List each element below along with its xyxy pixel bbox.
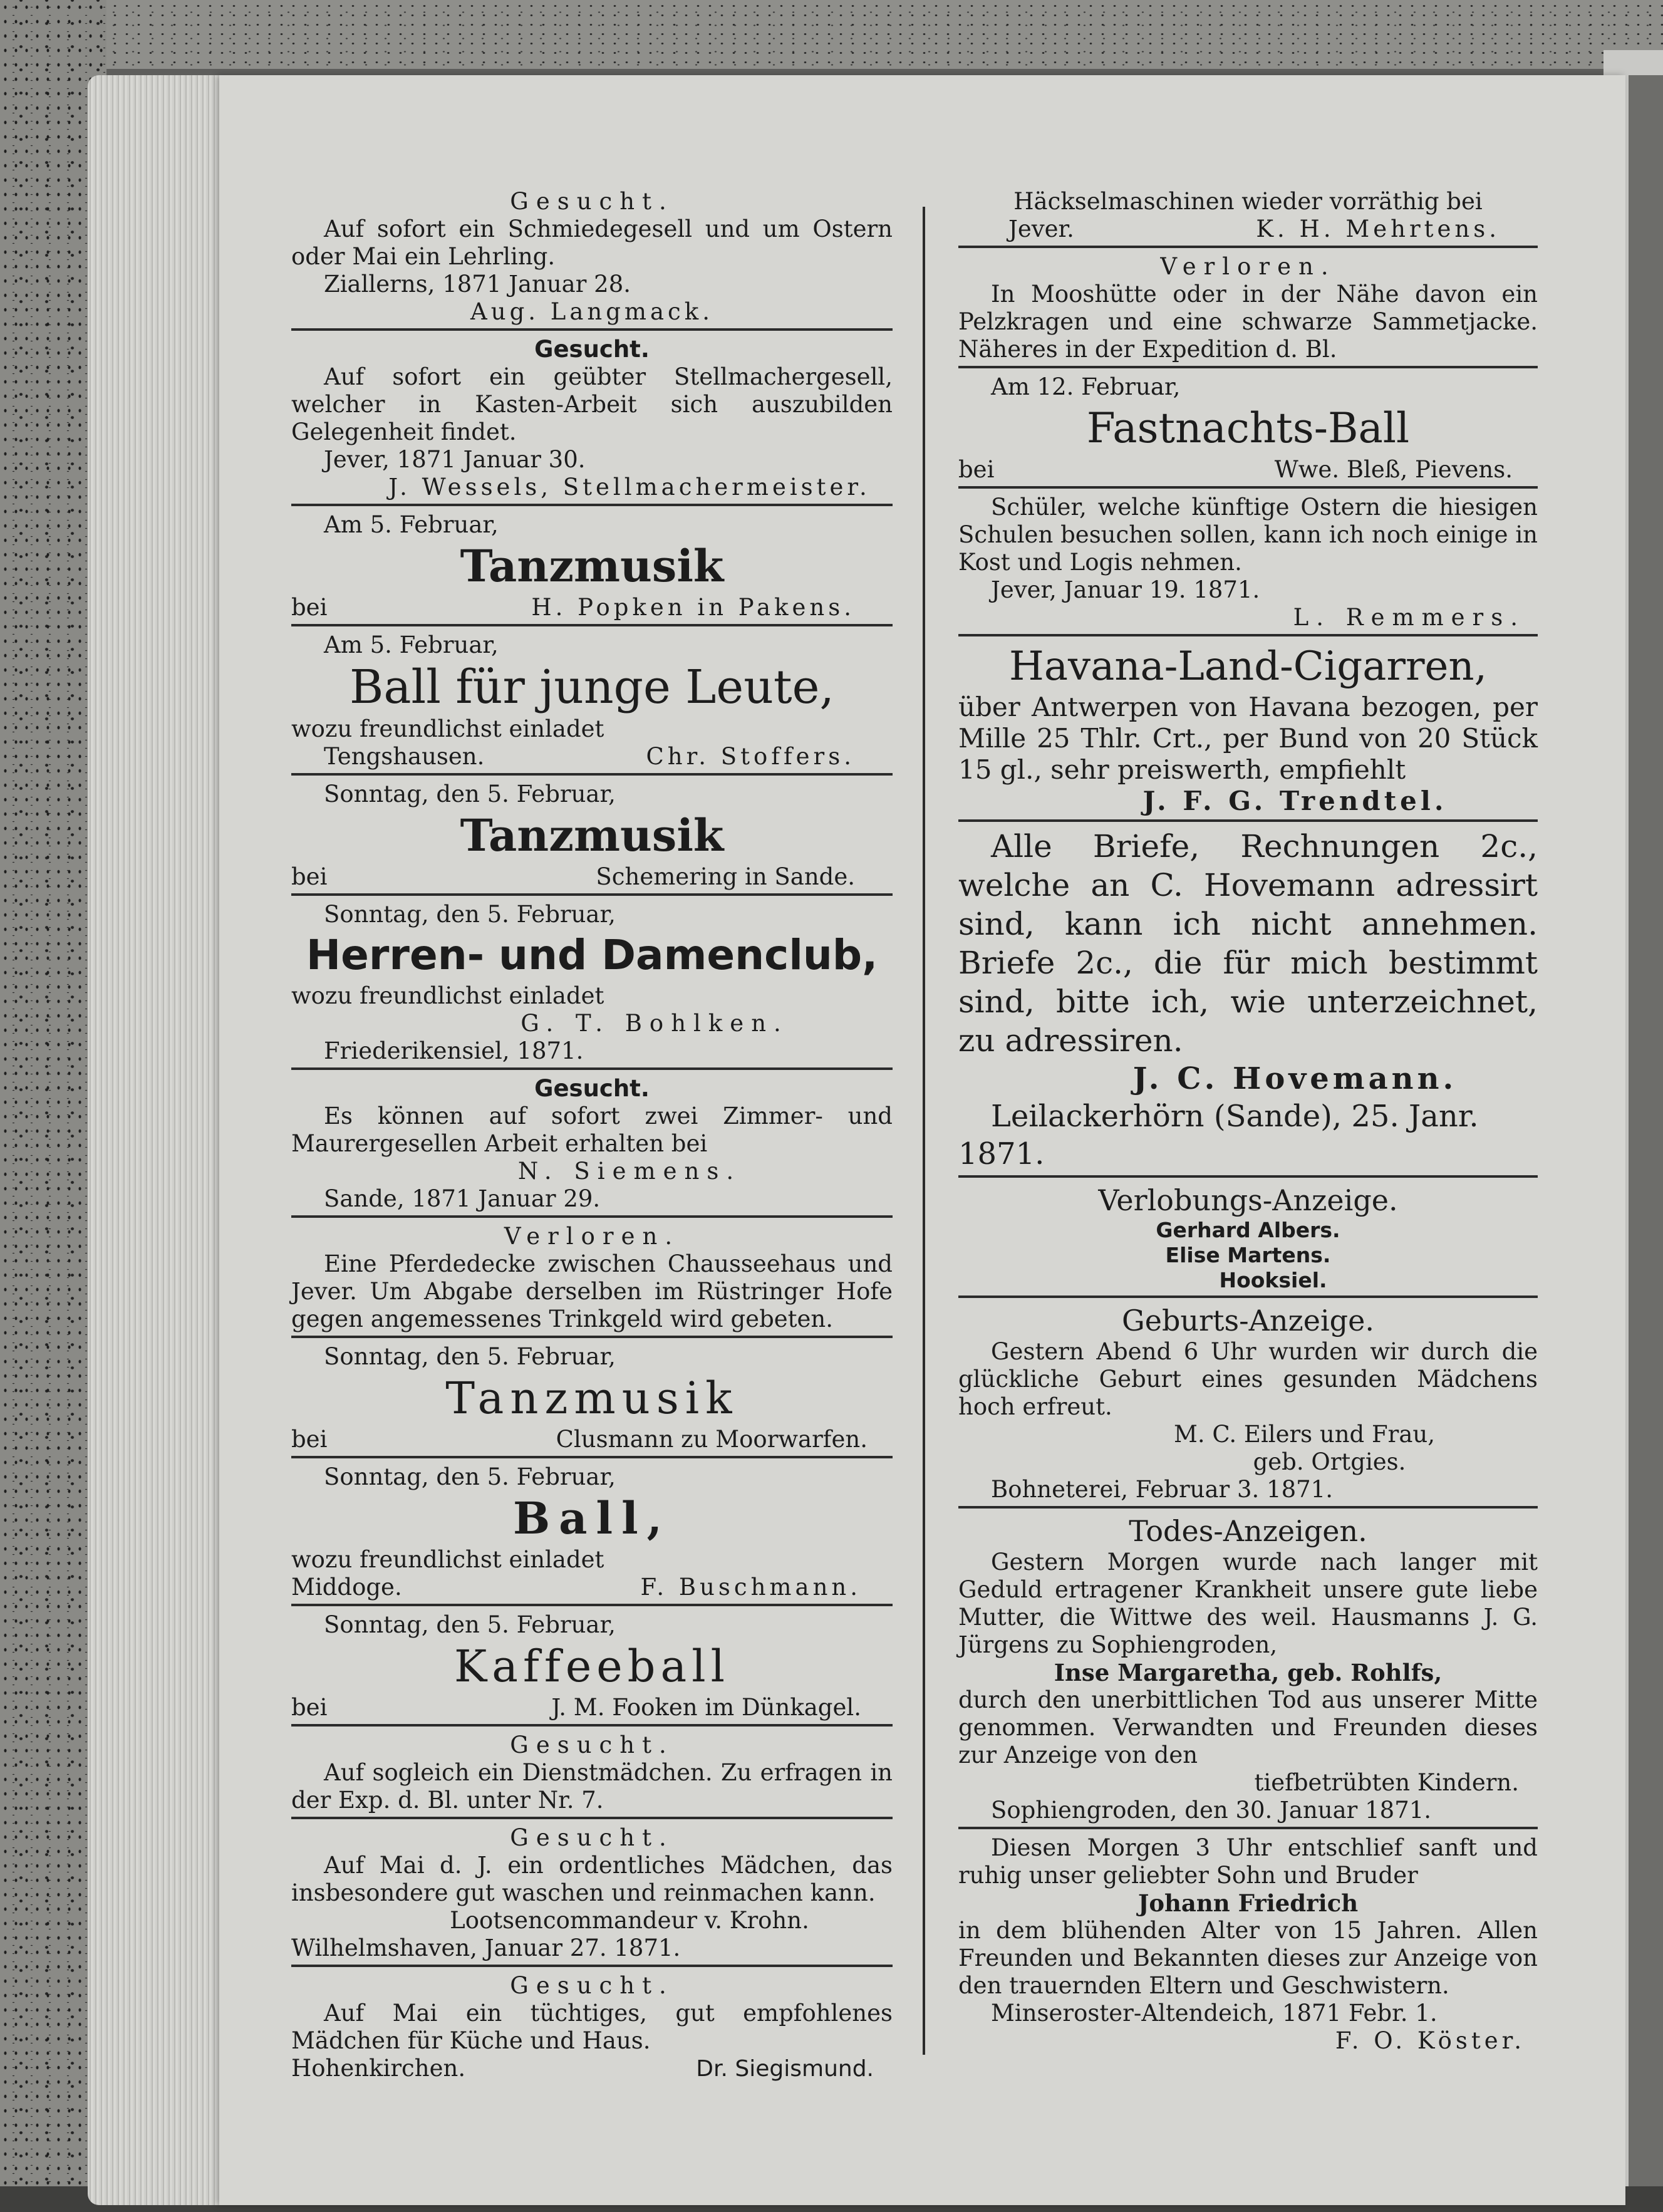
rule <box>958 819 1538 822</box>
ad-title: Gesucht. <box>510 1824 674 1851</box>
ad-signature: Dr. Siegismund. <box>696 2056 874 2082</box>
book-page-stack <box>88 75 225 2205</box>
ad-headline: Havana-Land-Cigarren, <box>1009 643 1487 690</box>
ad-body: Gestern Abend 6 Uhr wurden wir durch die glückliche Geburt eines gesunden Mädchens hoch erfreut. <box>958 1338 1538 1420</box>
ad-gesucht-schmiedegesell <box>291 188 893 326</box>
rule <box>958 1296 1538 1298</box>
ad-host: J. M. Fooken im Dünkagel. <box>551 1694 861 1721</box>
rule <box>958 246 1538 248</box>
ad-verloren-pelzkragen <box>958 253 1538 363</box>
ad-hovemann-briefe <box>958 827 1538 1173</box>
ad-host: Wwe. Bleß, Pievens. <box>1274 456 1513 483</box>
ad-signature: F. O. Köster. <box>1335 2027 1525 2054</box>
rule <box>291 1724 893 1727</box>
rule <box>291 624 893 626</box>
ad-body: In Mooshütte oder in der Nähe davon ein Pelzkragen und eine schwarze Sammetjacke. Näheres in der Expedition d. Bl. <box>958 281 1538 363</box>
ad-gesucht-maedchen-krohn <box>291 1824 893 1962</box>
ad-ball-junge-leute <box>291 631 893 771</box>
ad-place: Hooksiel. <box>1219 1268 1327 1292</box>
ad-body: Es können auf sofort zwei Zimmer- und Maurergesellen Arbeit erhalten bei <box>291 1103 893 1157</box>
ad-name-2: Elise Martens. <box>1165 1243 1331 1267</box>
ad-date: Bohneterei, Februar 3. 1871. <box>991 1476 1333 1503</box>
ad-schueler-kost-logis <box>958 494 1538 631</box>
ad-body: Auf sofort ein Schmiedegesell und um Ostern oder Mai ein Lehrling. <box>291 215 893 270</box>
ad-date: Sonntag, den 5. Februar, <box>324 901 616 928</box>
left-column <box>291 188 893 2082</box>
ad-title: Geburts-Anzeige. <box>1122 1304 1374 1337</box>
column-divider <box>923 207 925 2055</box>
ad-todes-anzeige-koester <box>958 1834 1538 2055</box>
right-column <box>958 188 1538 2055</box>
scan-background-top <box>0 0 1663 69</box>
rule <box>958 1175 1538 1178</box>
ad-havana-cigarren <box>958 641 1538 817</box>
ad-host: F. Buschmann. <box>640 1574 861 1601</box>
ad-title: Verloren. <box>504 1223 680 1250</box>
ad-headline: Fastnachts-Ball <box>1086 404 1410 452</box>
rule <box>291 1817 893 1819</box>
ad-body: über Antwerpen von Havana bezogen, per Mille 25 Thlr. Crt., per Bund von 20 Stück 15 gl., sehr preiswerth, empfiehlt <box>958 692 1538 785</box>
ad-signature-1: M. C. Eilers und Frau, <box>1173 1421 1436 1448</box>
rule <box>291 893 893 896</box>
ad-gesucht-zimmergesellen <box>291 1075 893 1213</box>
ad-date: Sonntag, den 5. Februar, <box>324 1611 616 1638</box>
ad-body: Eine Pferdedecke zwischen Chausseehaus und Jever. Um Abgabe derselben im Rüstringer Hofe gegen angemessenes Trinkgeld wird gebeten. <box>291 1250 893 1332</box>
rule <box>291 1215 893 1218</box>
ad-date: Sande, 1871 Januar 29. <box>324 1185 601 1212</box>
rule <box>291 1456 893 1458</box>
ad-host: Clusmann zu Moorwarfen. <box>556 1426 868 1453</box>
ad-date: Jever, Januar 19. 1871. <box>991 576 1260 603</box>
ad-headline: Tanzmusik <box>460 809 724 861</box>
ad-headline: Tanzmusik <box>460 540 724 592</box>
ad-title: Gesucht. <box>534 336 650 363</box>
ad-date: Ziallerns, 1871 Januar 28. <box>324 271 631 298</box>
rule <box>291 504 893 506</box>
ad-body: Auf Mai d. J. ein ordentliches Mädchen, das insbesondere gut waschen und reinmachen kann. <box>291 1852 893 1906</box>
ad-date: Am 5. Februar, <box>324 511 499 538</box>
ad-place: Hohenkirchen. <box>291 2055 466 2082</box>
ad-place: Tengshausen. <box>324 743 485 770</box>
rule <box>958 366 1538 368</box>
rule <box>958 1506 1538 1508</box>
ad-date: Am 5. Februar, <box>324 631 499 658</box>
ad-body: Auf Mai ein tüchtiges, gut empfohlenes Mädchen für Küche und Haus. <box>291 2000 893 2054</box>
ad-name-1: Gerhard Albers. <box>1156 1218 1340 1242</box>
ad-invite: wozu freundlichst einladet <box>291 715 604 742</box>
ad-signature: L. Remmers. <box>1293 604 1525 631</box>
ad-bei: bei <box>958 456 995 483</box>
ad-signature-2: geb. Ortgies. <box>1253 1448 1406 1475</box>
ad-place: Leilackerhörn (Sande), 25. Janr. 1871. <box>958 1099 1479 1171</box>
page-right-shadow <box>1629 75 1663 2212</box>
ad-place: Friederikensiel, 1871. <box>324 1037 584 1064</box>
ad-geburts-anzeige <box>958 1303 1538 1503</box>
ad-name: Inse Margaretha, geb. Rohlfs, <box>1054 1659 1443 1686</box>
ad-todes-anzeige-juergens <box>958 1514 1538 1824</box>
rule <box>958 486 1538 489</box>
ad-host: G. T. Bohlken. <box>521 1010 789 1037</box>
ad-gesucht-siegismund <box>291 1972 893 2082</box>
ad-signature: J. Wessels, Stellmachermeister. <box>388 474 871 501</box>
ad-tanzmusik-clusmann <box>291 1343 893 1453</box>
ad-body-2: in dem blühenden Alter von 15 Jahren. Allen Freunden und Bekannten dieses zur Anzeige von den trauernden Eltern und Geschwistern. <box>958 1917 1538 1999</box>
ad-date: Jever, 1871 Januar 30. <box>324 446 586 473</box>
ad-headline: Kaffeeball <box>453 1641 730 1692</box>
ad-title: Gesucht. <box>510 1972 674 1999</box>
ad-signature: N. Siemens. <box>517 1158 742 1185</box>
ad-date: Sonntag, den 5. Februar, <box>324 1343 616 1370</box>
ad-body: Häckselmaschinen wieder vorräthig bei <box>1013 188 1483 215</box>
ad-fastnachts-ball <box>958 373 1538 484</box>
ad-verloren-pferdedecke <box>291 1223 893 1333</box>
ad-body: Alle Briefe, Rechnungen 2c., welche an C. Hovemann adressirt sind, kann ich nicht annehmen. Briefe 2c., die für mich bestimmt sind, bitte ich, wie unterzeichnet, zu adressiren. <box>958 828 1538 1059</box>
ad-tanzmusik-schemering <box>291 781 893 891</box>
rule <box>291 1067 893 1070</box>
ad-body: Diesen Morgen 3 Uhr entschlief sanft und ruhig unser geliebter Sohn und Bruder <box>958 1834 1538 1889</box>
rule <box>291 1965 893 1967</box>
ad-bei: bei <box>291 594 328 621</box>
ad-title: Todes-Anzeigen. <box>1129 1514 1367 1548</box>
ad-signature: Aug. Langmack. <box>470 298 713 325</box>
ad-signature: K. H. Mehrtens. <box>1256 215 1500 242</box>
rule <box>291 773 893 776</box>
ad-headline: Ball für junge Leute, <box>350 660 834 714</box>
ad-headline: Tanzmusik <box>445 1373 738 1424</box>
ad-kaffeeball <box>291 1611 893 1721</box>
ad-host: H. Popken in Pakens. <box>531 594 855 621</box>
ad-title: Gesucht. <box>534 1075 650 1102</box>
ad-body: Auf sogleich ein Dienstmädchen. Zu erfragen in der Exp. d. Bl. unter Nr. 7. <box>291 1759 893 1814</box>
ad-title: Verloren. <box>1160 253 1336 280</box>
ad-title: Gesucht. <box>510 1732 674 1758</box>
rule <box>291 328 893 331</box>
ad-body: Schüler, welche künftige Ostern die hiesigen Schulen besuchen sollen, kann ich noch einige in Kost und Logis nehmen. <box>958 494 1538 576</box>
ad-tanzmusik-popken <box>291 511 893 621</box>
ad-gesucht-stellmachergesell <box>291 336 893 501</box>
ad-bei: bei <box>291 1694 328 1721</box>
ad-headline: Ball, <box>512 1492 671 1544</box>
ad-date: Minseroster-Altendeich, 1871 Febr. 1. <box>991 2000 1438 2027</box>
ad-gesucht-dienstmaedchen <box>291 1732 893 1814</box>
ad-date: Sonntag, den 5. Februar, <box>324 781 616 807</box>
ad-host: Schemering in Sande. <box>596 863 855 890</box>
ad-host: Chr. Stoffers. <box>646 743 855 770</box>
ad-body: Gestern Morgen wurde nach langer mit Geduld ertragener Krankheit unsere gute liebe Mutter, die Wittwe des weil. Hausmanns J. G. Jürgens zu Sophiengroden, <box>958 1549 1538 1658</box>
ad-herren-damenclub <box>291 901 893 1065</box>
ad-ball-buschmann <box>291 1463 893 1601</box>
ad-bei: bei <box>291 863 328 890</box>
ad-date: Sophiengroden, den 30. Januar 1871. <box>991 1797 1432 1824</box>
ad-invite: wozu freundlichst einladet <box>291 982 604 1009</box>
ad-name: Johann Friedrich <box>1137 1889 1359 1917</box>
ad-haeckselmaschinen <box>958 188 1538 243</box>
ad-verlobungs-anzeige <box>958 1183 1538 1293</box>
ad-signature: tiefbetrübten Kindern. <box>1254 1769 1519 1796</box>
ad-title: Verlobungs-Anzeige. <box>1098 1183 1398 1217</box>
ad-place: Jever. <box>1008 215 1074 242</box>
rule <box>958 1827 1538 1829</box>
ad-date: Wilhelmshaven, Januar 27. 1871. <box>291 1934 681 1961</box>
ad-signature: Lootsencommandeur v. Krohn. <box>450 1907 809 1934</box>
rule <box>291 1604 893 1606</box>
ad-signature: J. C. Hovemann. <box>1132 1061 1458 1096</box>
ad-body: Auf sofort ein geübter Stellmachergesell, welcher in Kasten-Arbeit sich auszubilden Gelegenheit findet. <box>291 363 893 445</box>
ad-place: Middoge. <box>291 1574 402 1601</box>
ad-signature: J. F. G. Trendtel. <box>1142 786 1448 816</box>
ad-body-2: durch den unerbittlichen Tod aus unserer Mitte genommen. Verwandten und Freunden dieses zur Anzeige von den <box>958 1686 1538 1768</box>
ad-invite: wozu freundlichst einladet <box>291 1546 604 1573</box>
ad-date: Sonntag, den 5. Februar, <box>324 1463 616 1490</box>
rule <box>958 634 1538 636</box>
ad-headline: Herren- und Damenclub, <box>306 931 878 979</box>
rule <box>291 1336 893 1338</box>
ad-bei: bei <box>291 1426 328 1453</box>
ad-date: Am 12. Februar, <box>991 373 1181 400</box>
ad-title: Gesucht. <box>510 188 674 215</box>
